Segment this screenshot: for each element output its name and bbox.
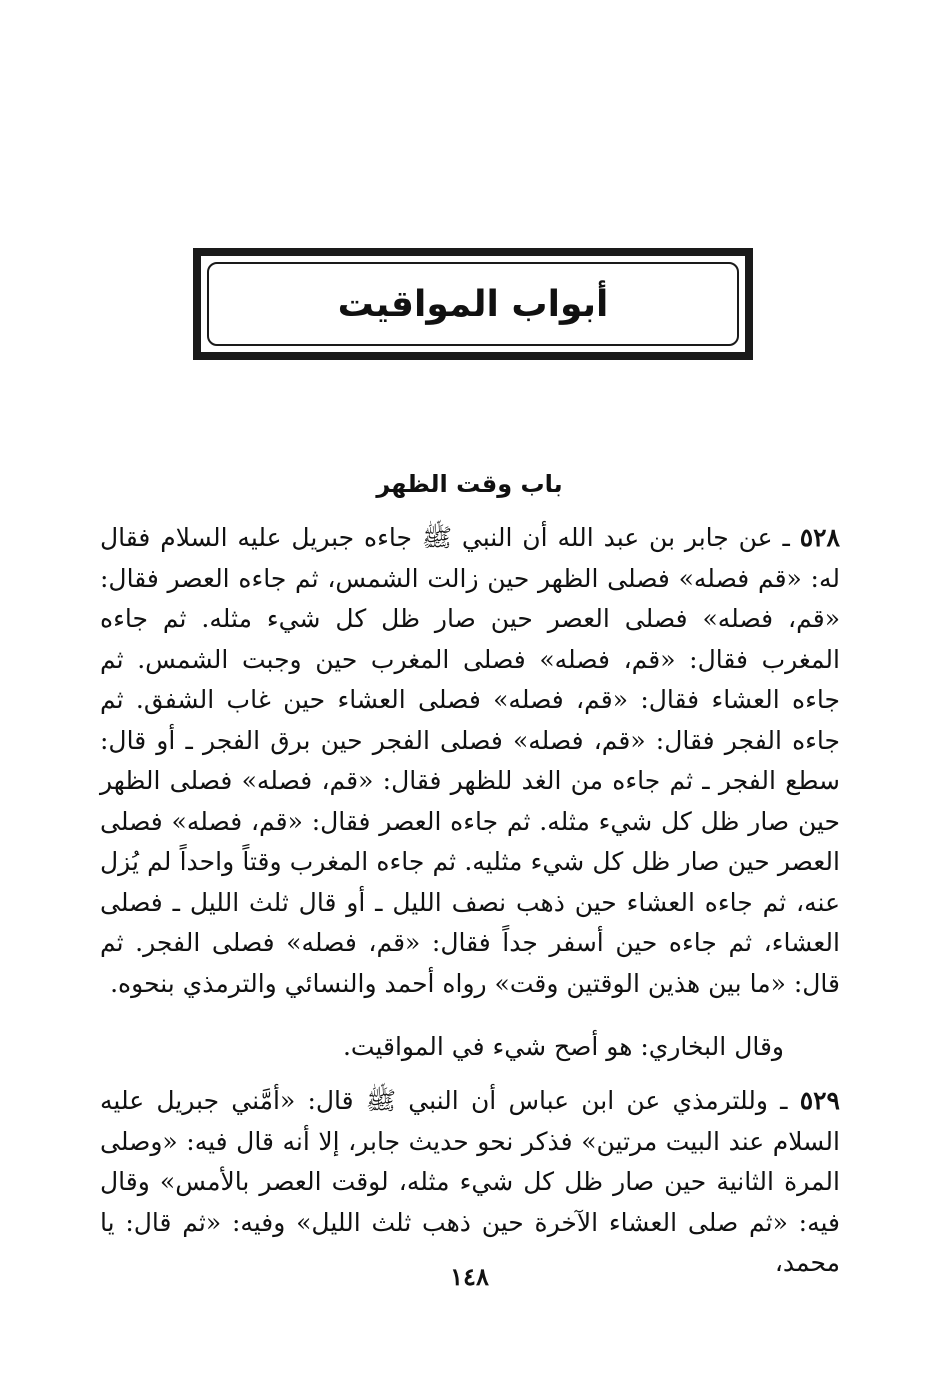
section-heading: باب وقت الظهر: [376, 470, 563, 498]
hadith-text: ـ وللترمذي عن ابن عباس أن النبي ﷺ قال: «أمَّني جبريل عليه السلام عند البيت مرتين» فذكر نحو حديث جابر، إلا أنه قال فيه: «وصلى المرة الثانية حين صار ظل كل شيء مثله، لوقت العصر بالأمس» وقال فيه: «ثم صلى العشاء الآخرة حين ذهب ثلث الليل» وفيه: «ثم قال: يا محمد،: [100, 1086, 840, 1277]
hadith-number: ٥٢٩: [799, 1086, 840, 1115]
hadith-528-paragraph: [100, 518, 840, 1004]
hadith-number: ٥٢٨: [799, 523, 840, 552]
bukhari-note: وقال البخاري: هو أصح شيء في المواقيت.: [342, 1032, 784, 1061]
chapter-title-frame: [193, 248, 753, 360]
hadith-text: ـ عن جابر بن عبد الله أن النبي ﷺ جاءه جبريل عليه السلام فقال له: «قم فصله» فصلى الظهر حين زالت الشمس، ثم جاءه العصر فقال: «قم، فصله» فصلى العصر حين صار ظل كل شيء مثله. ثم جاءه المغرب فقال: «قم، فصله» فصلى المغرب حين وجبت الشمس. ثم جاءه العشاء فقال: «قم، فصله» فصلى العشاء حين غاب الشفق. ثم جاءه الفجر فقال: «قم، فصله» فصلى الفجر حين برق الفجر ـ أو قال: سطع الفجر ـ ثم جاءه من الغد للظهر فقال: «قم، فصله» فصلى الظهر حين صار ظل كل شيء مثله. ثم جاءه العصر فقال: «قم، فصله» فصلى العصر حين صار ظل كل شيء مثليه. ثم جاءه المغرب وقتاً واحداً لم يُزل عنه، ثم جاءه العشاء حين ذهب نصف الليل ـ أو قال ثلث الليل ـ فصلى العشاء، ثم جاءه حين أسفر جداً فقال: «قم، فصله» فصلى الفجر. ثم قال: «ما بين هذين الوقتين وقت» رواه أحمد والنسائي والترمذي بنحوه.: [100, 523, 840, 998]
hadith-529-paragraph: [100, 1081, 840, 1284]
page-number: ١٤٨: [450, 1262, 489, 1291]
chapter-title-box: [207, 262, 739, 346]
chapter-title: أبواب المواقيت: [337, 283, 609, 325]
